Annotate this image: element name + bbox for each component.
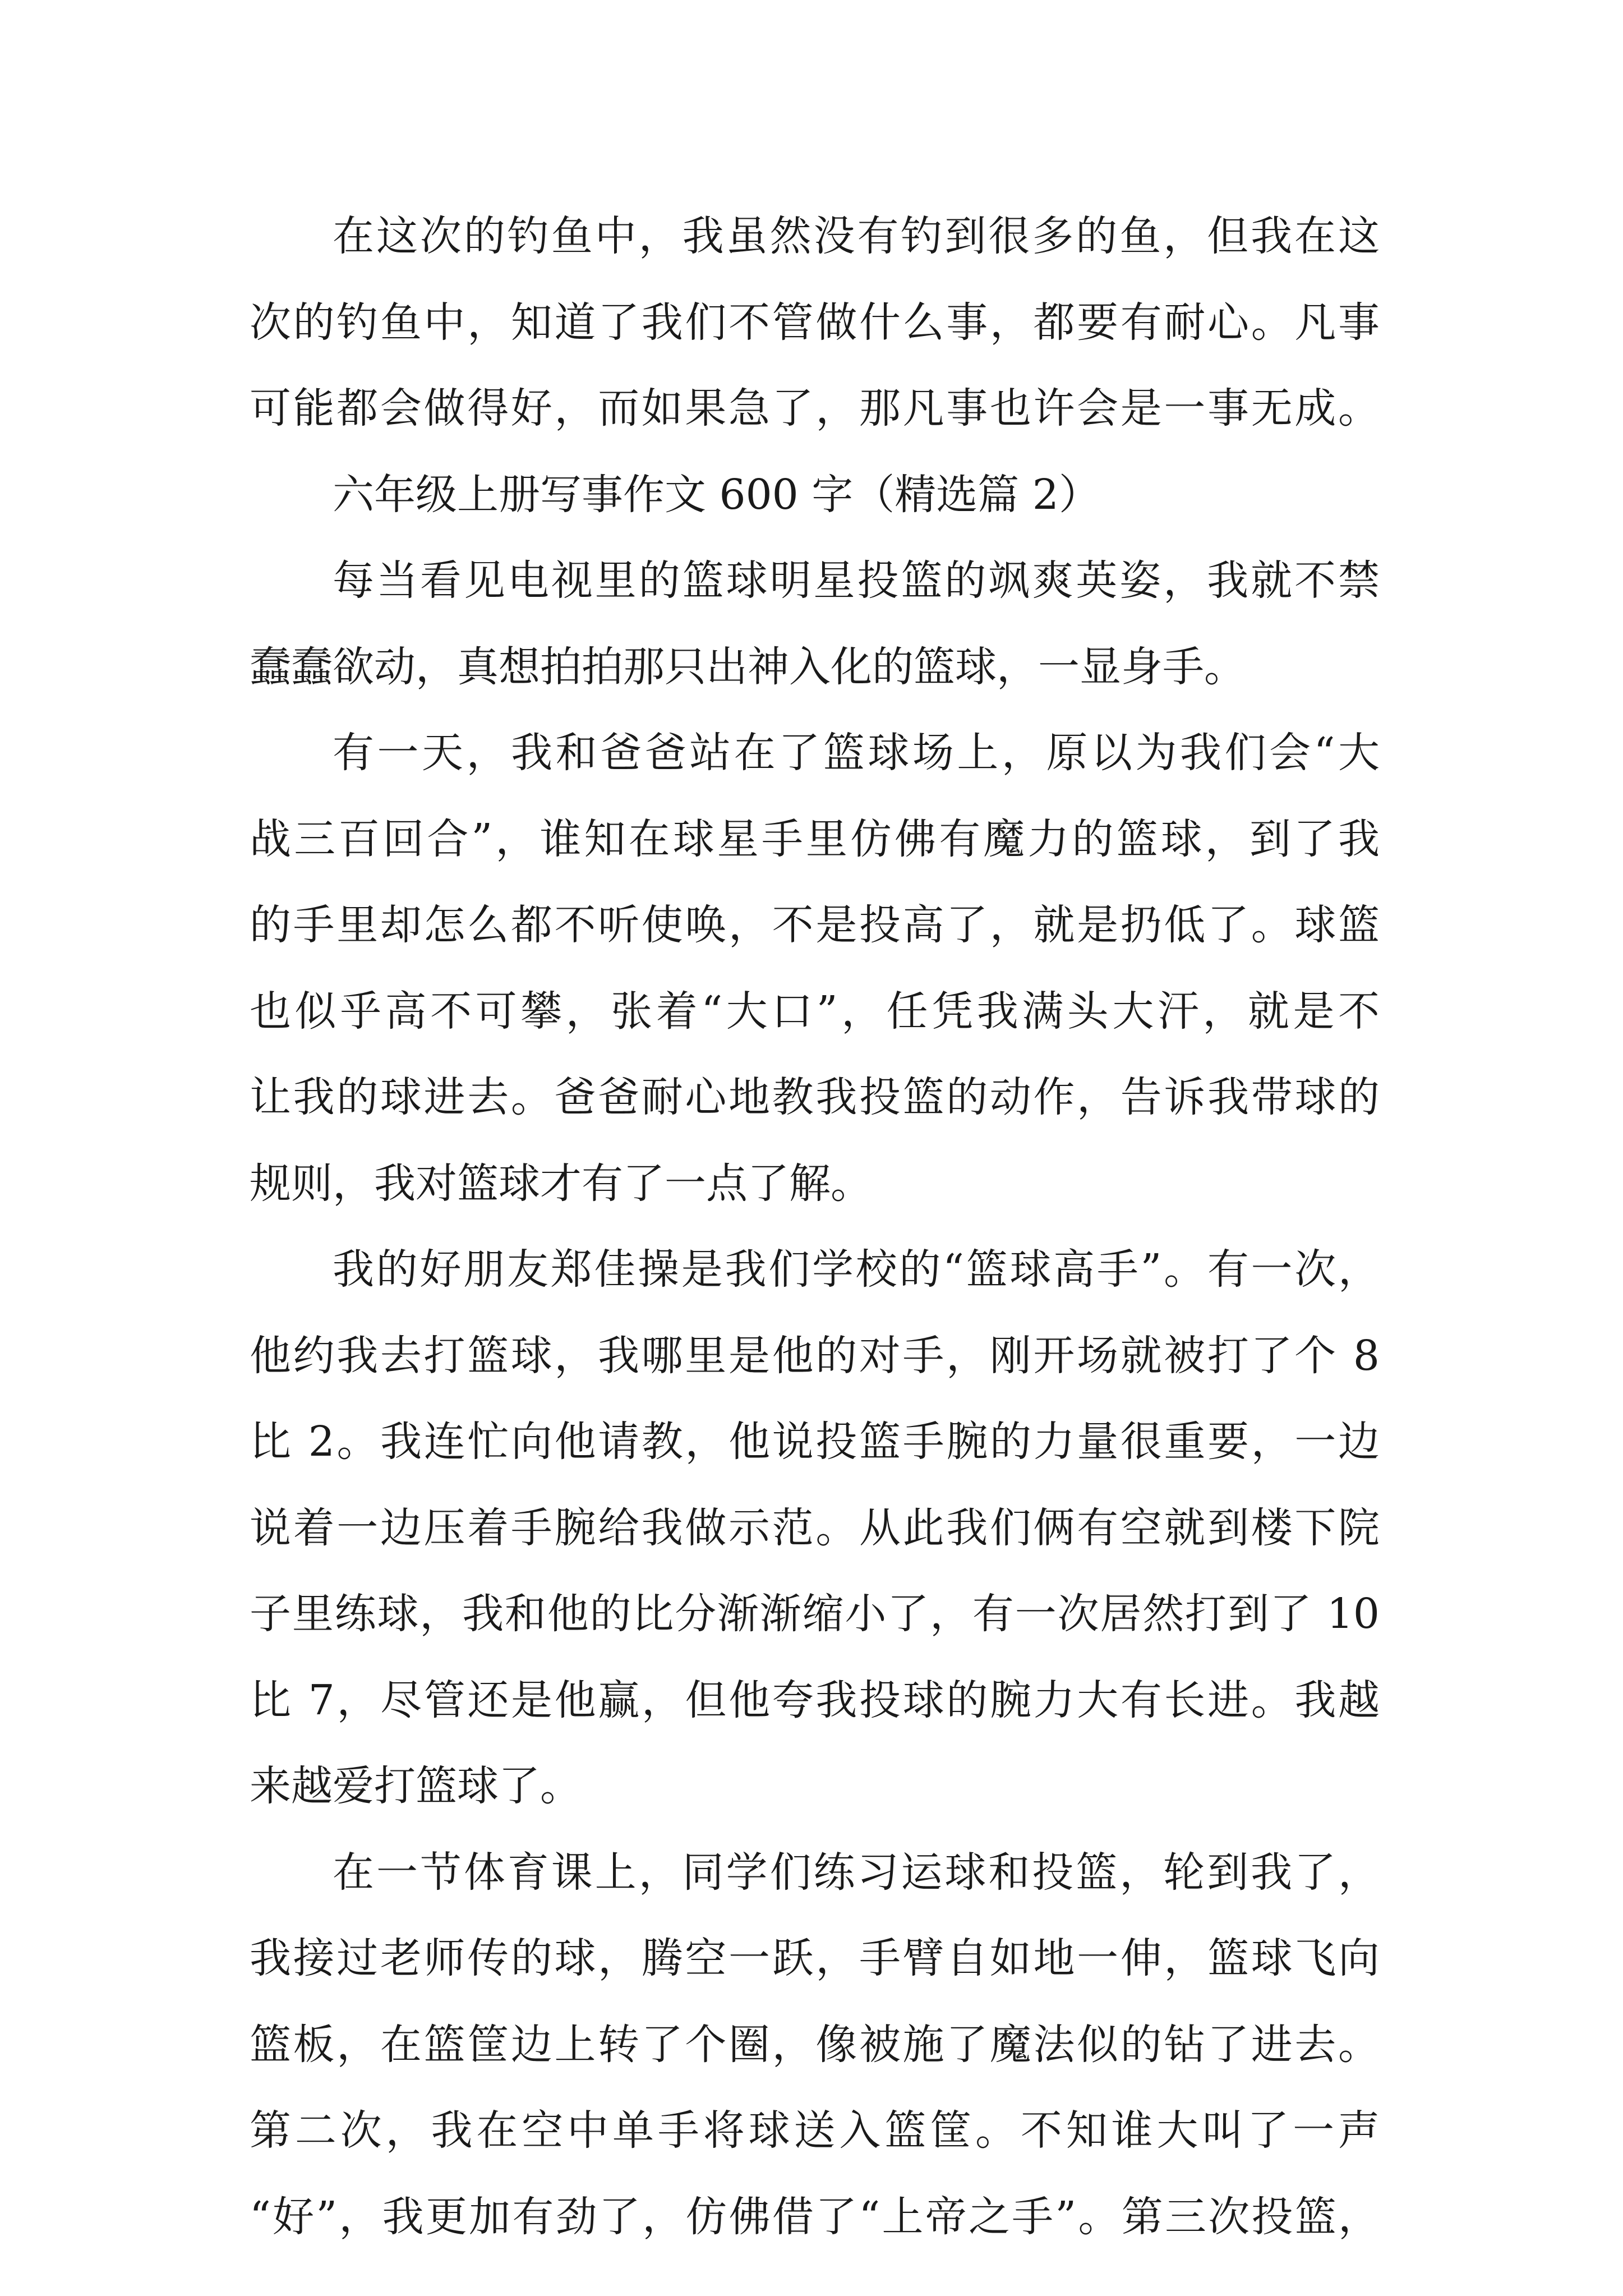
document-body — [250, 194, 1380, 2260]
text-line: 在一节体育课上，同学们练习运球和投篮，轮到我了， — [333, 1848, 1380, 1897]
text-line: 比 7，尽管还是他赢，但他夸我投球的腕力大有长进。我越 — [250, 1676, 1380, 1724]
text-line: 每当看见电视里的篮球明星投篮的飒爽英姿，我就不禁 — [333, 556, 1380, 605]
text-line: 的手里却怎么都不听使唤，不是投高了，就是扔低了。球篮 — [250, 901, 1380, 949]
text-line: 可能都会做得好，而如果急了，那凡事也许会是一事无成。 — [250, 384, 1380, 432]
text-line: 也似乎高不可攀，张着“大口”，任凭我满头大汗，就是不 — [250, 987, 1380, 1036]
text-line: 篮板，在篮筐边上转了个圈，像被施了魔法似的钻了进去。 — [250, 2020, 1380, 2069]
text-line: 我接过老师传的球，腾空一跃，手臂自如地一伸，篮球飞向 — [250, 1934, 1380, 1982]
text-line: 让我的球进去。爸爸耐心地教我投篮的动作，告诉我带球的 — [250, 1073, 1380, 1121]
text-line: 说着一边压着手腕给我做示范。从此我们俩有空就到楼下院 — [250, 1503, 1380, 1552]
text-line: 第二次，我在空中单手将球送入篮筐。不知谁大叫了一声 — [250, 2106, 1380, 2155]
text-line: 来越爱打篮球了。 — [250, 1762, 582, 1810]
text-line: 蠢蠢欲动，真想拍拍那只出神入化的篮球，一显身手。 — [250, 642, 1246, 691]
text-line: 规则，我对篮球才有了一点了解。 — [250, 1159, 872, 1208]
text-line: 比 2。我连忙向他请教，他说投篮手腕的力量很重要，一边 — [250, 1418, 1380, 1466]
text-line: 战三百回合”，谁知在球星手里仿佛有魔力的篮球，到了我 — [250, 815, 1380, 863]
text-line: “好”，我更加有劲了，仿佛借了“上帝之手”。第三次投篮， — [250, 2192, 1380, 2241]
text-line: 次的钓鱼中，知道了我们不管做什么事，都要有耐心。凡事 — [250, 298, 1380, 347]
text-line: 子里练球，我和他的比分渐渐缩小了，有一次居然打到了 10 — [250, 1590, 1380, 1638]
section-heading: 六年级上册写事作文 600 字（精选篇 2） — [333, 470, 1100, 519]
text-line: 在这次的钓鱼中，我虽然没有钓到很多的鱼，但我在这 — [333, 212, 1380, 260]
text-line: 我的好朋友郑佳操是我们学校的“篮球高手”。有一次， — [333, 1245, 1380, 1294]
text-line: 有一天，我和爸爸站在了篮球场上，原以为我们会“大 — [333, 729, 1380, 777]
text-line: 他约我去打篮球，我哪里是他的对手，刚开场就被打了个 8 — [250, 1331, 1380, 1380]
